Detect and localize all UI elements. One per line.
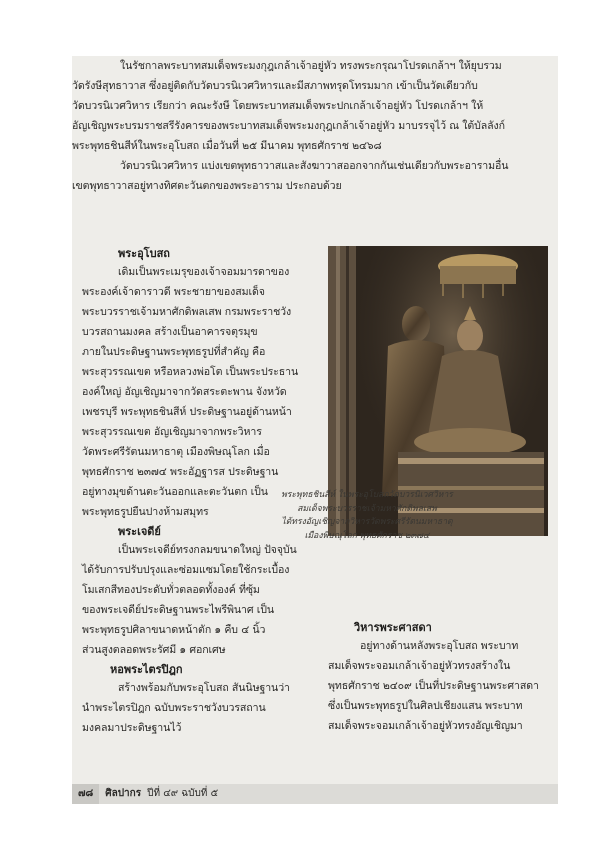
- intro-line: วัดรังษีสุทธาวาส ซึ่งอยู่ติดกับวัดบวรนิเวศวิหารและมีสภาพทรุดโทรมมาก เข้าเป็นวัดเดียวกับ: [72, 80, 478, 92]
- page-number: ๗๘: [72, 784, 99, 804]
- caption-line: เมืองพิษณุโลก พุทธศักราช ๒๓๗๔: [304, 530, 430, 541]
- sasda-text: [328, 636, 548, 736]
- ubosot-line: พระสุวรรณเขต หรือหลวงพ่อโต เป็นพระประธาน: [82, 366, 299, 378]
- heading-ubosot: พระอุโบสถ: [118, 247, 170, 260]
- intro-line: วัดบวรนิเวศวิหาร เรียกว่า คณะรังษี โดยพระบาทสมเด็จพระปกเกล้าเจ้าอยู่หัว โปรดเกล้าฯ ให้: [72, 100, 484, 112]
- heading-sasda: วิหารพระศาสดา: [354, 621, 432, 634]
- trai-line: มงคลมาประดิษฐานไว้: [82, 722, 182, 734]
- ubosot-line: พระองค์เจ้าดาราวดี พระชายาของสมเด็จ: [82, 286, 265, 298]
- chedi-line: ส่วนสูงตลอดพระรัศมี ๑ ศอกเศษ: [82, 644, 226, 656]
- sasda-line: ซึ่งเป็นพระพุทธรูปในศิลปเชียงแสน พระบาท: [328, 700, 523, 712]
- issue-info: ปีที่ ๔๙ ฉบับที่ ๕: [147, 788, 219, 799]
- trai-text: [82, 678, 327, 738]
- caption-line: พระพุทธชินสีห์ ในพระอุโบสถวัดบวรนิเวศวิหาร: [281, 490, 453, 500]
- ubosot-line: พุทธศักราช ๒๓๗๔ พระอัฏฐารส ประดิษฐาน: [82, 466, 279, 478]
- trai-line: สร้างพร้อมกับพระอุโบสถ สันนิษฐานว่า: [118, 682, 290, 694]
- page-footer: [72, 784, 558, 804]
- ubosot-line: ภายในประดิษฐานพระพุทธรูปที่สำคัญ คือ: [82, 346, 266, 358]
- sasda-line: พุทธศักราช ๒๔๐๙ เป็นที่ประดิษฐานพระศาสดา: [328, 680, 539, 692]
- chedi-line: ของพระเจดีย์ประดิษฐานพระไพรีพินาศ เป็น: [82, 604, 275, 616]
- intro-line: วัดบวรนิเวศวิหาร แบ่งเขตพุทธาวาสและสังฆาวาสออกจากกันเช่นเดียวกับพระอารามอื่น: [120, 160, 509, 172]
- trai-line: นำพระไตรปิฎก ฉบับพระราชวังบวรสถาน: [82, 702, 266, 714]
- heading-chedi: พระเจดีย์: [118, 525, 161, 538]
- sasda-line: สมเด็จพระจอมเกล้าเจ้าอยู่หัวทรงอัญเชิญมา: [328, 720, 523, 732]
- intro-paragraphs: [72, 56, 558, 196]
- magazine-name: ศิลปากร: [105, 788, 142, 799]
- chedi-line: โมเสกสีทองประดับทั่วตลอดทั้งองค์ ที่ซุ้ม: [82, 584, 260, 596]
- ubosot-line: พระสุวรรณเขต อัญเชิญมาจากพระวิหาร: [82, 426, 262, 438]
- sasda-line: อยู่ทางด้านหลังพระอุโบสถ พระบาท: [360, 640, 519, 652]
- chedi-line: เป็นพระเจดีย์ทรงกลมขนาดใหญ่ ปัจจุบัน: [118, 544, 297, 556]
- chedi-text: [82, 540, 327, 660]
- ubosot-line: พระบวรราชเจ้ามหาศักดิพลเสพ กรมพระราชวัง: [82, 306, 292, 318]
- chedi-line: พระพุทธรูปศิลาขนาดหน้าตัก ๑ คืบ ๔ นิ้ว: [82, 624, 266, 636]
- caption-line: ได้ทรงอัญเชิญจากวิหารวัดพระศรีรัตนมหาธาตุ: [281, 517, 453, 527]
- ubosot-line: พระพุทธรูปยืนปางห้ามสมุทร: [82, 506, 209, 518]
- ubosot-line: เพชรบุรี พระพุทธชินสีห์ ประดิษฐานอยู่ด้านหน้า: [82, 406, 292, 418]
- ubosot-line: วัดพระศรีรัตนมหาธาตุ เมืองพิษณุโลก เมื่อ: [82, 446, 270, 458]
- chedi-line: ได้รับการปรับปรุงและซ่อมแซมโดยใช้กระเบื้อง: [82, 564, 290, 576]
- sasda-line: สมเด็จพระจอมเกล้าเจ้าอยู่หัวทรงสร้างใน: [328, 660, 511, 672]
- intro-line: เขตพุทธาวาสอยู่ทางทิศตะวันตกของพระอาราม ประกอบด้วย: [72, 180, 342, 192]
- ubosot-line: อยู่ทางมุขด้านตะวันออกและตะวันตก เป็น: [82, 486, 268, 498]
- caption-line: สมเด็จพระบวรราชเจ้ามหาศักดิพลเสพ: [297, 503, 437, 514]
- ubosot-line: เดิมเป็นพระเมรุของเจ้าจอมมารดาของ: [118, 266, 290, 278]
- intro-line: ในรัชกาลพระบาทสมเด็จพระมงกุฎเกล้าเจ้าอยู่หัว ทรงพระกรุณาโปรดเกล้าฯ ให้ยุบรวม: [120, 60, 502, 72]
- intro-line: พระพุทธชินสีห์ในพระอุโบสถ เมื่อวันที่ ๒๕ มีนาคม พุทธศักราช ๒๔๖๘: [72, 140, 382, 152]
- document-page: [72, 56, 558, 804]
- ubosot-line: บวรสถานมงคล สร้างเป็นอาคารจตุรมุข: [82, 326, 258, 338]
- ubosot-line: องค์ใหญ่ อัญเชิญมาจากวัดสระตะพาน จังหวัด: [82, 386, 287, 398]
- heading-trai: หอพระไตรปิฎก: [110, 663, 183, 676]
- intro-line: อัญเชิญพระบรมราชสรีรังคารของพระบาทสมเด็จพระมงกุฎเกล้าเจ้าอยู่หัว มาบรรจุไว้ ณ ใต้บัลลังก์: [72, 120, 505, 132]
- photo-caption: [262, 489, 472, 543]
- ubosot-text: [82, 262, 327, 522]
